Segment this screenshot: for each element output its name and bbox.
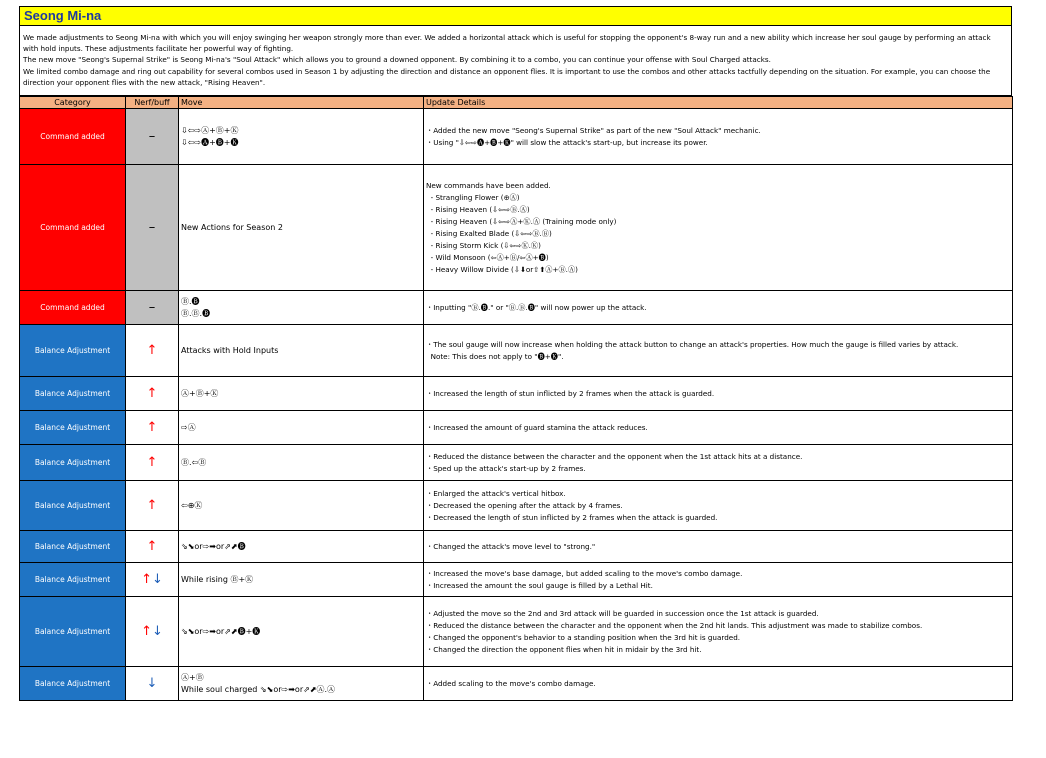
update-detail-line: - Rising Heaven (⇩⇦⇨Ⓐ+Ⓚ.Ⓐ (Training mode only): [426, 216, 617, 226]
buff-arrow-icon: ↑: [146, 343, 158, 358]
table-row: [20, 165, 1013, 291]
buff-arrow-icon: ↑↓: [141, 572, 163, 587]
buff-arrow-icon: ↑: [146, 498, 158, 513]
update-detail-line: - Rising Heaven (⇩⇦⇨Ⓑ.Ⓐ): [426, 204, 530, 214]
category-cell: Balance Adjustment: [20, 377, 126, 411]
buff-arrow-icon: ↑: [146, 386, 158, 401]
move-cell: [179, 109, 424, 165]
changes-table: [19, 96, 1013, 701]
move-cell: [179, 325, 424, 377]
move-command: ⇦⊕Ⓚ: [181, 500, 203, 510]
move-cell: [179, 377, 424, 411]
no-change-mark: –: [148, 220, 156, 235]
move-cell: [179, 165, 424, 291]
update-detail-line: ・Changed the attack's move level to "strong.": [426, 541, 596, 551]
update-detail-line: - Strangling Flower (⊕Ⓐ): [426, 192, 520, 202]
update-detail-line: Note: This does not apply to "🅑+🅚".: [426, 351, 564, 361]
category-cell: Balance Adjustment: [20, 445, 126, 481]
update-detail-line: ・Enlarged the attack's vertical hitbox.: [426, 488, 566, 498]
category-cell: Balance Adjustment: [20, 597, 126, 667]
table-row: [20, 563, 1013, 597]
nerf-buff-cell: [126, 109, 179, 165]
update-detail-line: ・Sped up the attack's start-up by 2 frames.: [426, 463, 586, 473]
move-cell: [179, 667, 424, 701]
move-cell: [179, 597, 424, 667]
move-command: Ⓐ+Ⓑ+Ⓚ: [181, 388, 219, 398]
update-detail-line: - Heavy Willow Divide (⇩⬇or⇧⬆Ⓐ+Ⓑ.Ⓐ): [426, 264, 578, 274]
table-row: [20, 481, 1013, 531]
move-command: While soul charged ⇘⬊or⇨➡or⇗⬈Ⓐ.Ⓐ: [181, 684, 336, 694]
intro-paragraph: The new move "Seong's Supernal Strike" is Seong Mi-na's "Soul Attack" which allows you to ground a downed opponent. By combining it to a combo, you can continue your offense with Soul Charged attacks.: [23, 55, 771, 65]
update-details-cell: [424, 109, 1013, 165]
update-detail-line: - Rising Storm Kick (⇩⇦⇨Ⓚ.Ⓚ): [426, 240, 541, 250]
category-cell: Command added: [20, 165, 126, 291]
update-detail-line: ・Increased the amount the soul gauge is filled by a Lethal Hit.: [426, 580, 653, 590]
update-details-cell: [424, 481, 1013, 531]
table-row: [20, 597, 1013, 667]
move-cell: [179, 445, 424, 481]
table-row: [20, 377, 1013, 411]
move-command: ⇩⇦⇨🅐+🅑+🅚: [181, 137, 239, 147]
update-detail-line: ・Increased the move's base damage, but added scaling to the move's combo damage.: [426, 568, 743, 578]
table-row: [20, 445, 1013, 481]
update-detail-line: ・Reduced the distance between the character and the opponent when the 1st attack hits at a distance.: [426, 451, 803, 461]
category-cell: Balance Adjustment: [20, 667, 126, 701]
update-detail-line: New commands have been added.: [426, 180, 551, 190]
update-details-cell: [424, 377, 1013, 411]
update-details-cell: [424, 445, 1013, 481]
buff-arrow-icon: ↑: [146, 420, 158, 435]
nerf-buff-cell: [126, 377, 179, 411]
update-details-cell: [424, 563, 1013, 597]
header-nerf-buff: Nerf/buff: [126, 97, 179, 109]
header-update-details: Update Details: [424, 97, 1013, 109]
category-cell: Balance Adjustment: [20, 481, 126, 531]
update-details-cell: [424, 531, 1013, 563]
update-detail-line: - Wild Monsoon (⇦Ⓐ+Ⓑ/⇦Ⓐ+🅑): [426, 252, 549, 262]
nerf-buff-cell: [126, 165, 179, 291]
update-detail-line: - Rising Exalted Blade (⇩⇦⇨Ⓑ.Ⓑ): [426, 228, 552, 238]
header-move: Move: [179, 97, 424, 109]
buff-arrow-icon: ↑↓: [141, 624, 163, 639]
update-details-cell: [424, 411, 1013, 445]
update-details-cell: [424, 667, 1013, 701]
move-cell: [179, 291, 424, 325]
header-category: Category: [20, 97, 126, 109]
table-row: [20, 411, 1013, 445]
update-detail-line: ・The soul gauge will now increase when holding the attack button to change an attack's properties. How much the gauge is filled varies by attack.: [426, 339, 959, 349]
nerf-buff-cell: [126, 325, 179, 377]
table-row: [20, 325, 1013, 377]
move-command: Ⓑ.⇦Ⓑ: [181, 457, 207, 467]
move-command: Attacks with Hold Inputs: [181, 345, 279, 355]
update-detail-line: ・Added scaling to the move's combo damage.: [426, 678, 596, 688]
table-row: [20, 109, 1013, 165]
nerf-arrow-icon: ↓: [146, 676, 158, 691]
update-detail-line: ・Added the new move "Seong's Supernal Strike" as part of the new "Soul Attack" mechanic.: [426, 125, 761, 135]
update-detail-line: ・Reduced the distance between the character and the opponent when the 2nd hit lands. This adjustment was made to stabilize combos.: [426, 620, 923, 630]
move-command: ⇩⇦⇨Ⓐ+Ⓑ+Ⓚ: [181, 125, 239, 135]
update-detail-line: ・Increased the amount of guard stamina the attack reduces.: [426, 422, 648, 432]
nerf-buff-cell: [126, 445, 179, 481]
nerf-buff-cell: [126, 291, 179, 325]
update-details-cell: [424, 325, 1013, 377]
update-detail-line: ・Decreased the opening after the attack by 4 frames.: [426, 500, 623, 510]
table-row: [20, 531, 1013, 563]
update-detail-line: ・Inputting "Ⓑ.🅑." or "Ⓑ.Ⓑ.🅑" will now power up the attack.: [426, 302, 647, 312]
category-cell: Balance Adjustment: [20, 563, 126, 597]
no-change-mark: –: [148, 129, 156, 144]
category-cell: Command added: [20, 109, 126, 165]
update-details-cell: [424, 291, 1013, 325]
move-command: ⇨Ⓐ: [181, 422, 196, 432]
intro-paragraph: We made adjustments to Seong Mi-na with which you will enjoy swinging her weapon strongly more than ever. We added a horizontal attack which is useful for stopping the opponent's 8-way run and a new ability which increase her soul gauge by performing an attack with hold inputs. These adjustments facilitate her powerful way of fighting.: [23, 33, 991, 54]
update-details-cell: [424, 597, 1013, 667]
nerf-buff-cell: [126, 597, 179, 667]
move-cell: [179, 481, 424, 531]
nerf-buff-cell: [126, 667, 179, 701]
category-cell: Balance Adjustment: [20, 531, 126, 563]
category-cell: Command added: [20, 291, 126, 325]
move-command: New Actions for Season 2: [181, 222, 283, 232]
update-detail-line: ・Changed the direction the opponent flies when hit in midair by the 3rd hit.: [426, 644, 702, 654]
update-details-cell: [424, 165, 1013, 291]
table-row: [20, 291, 1013, 325]
update-detail-line: ・Using "⇩⇦⇨🅐+🅑+🅚" will slow the attack's start-up, but increase its power.: [426, 137, 708, 147]
category-cell: Balance Adjustment: [20, 325, 126, 377]
move-cell: [179, 531, 424, 563]
intro-paragraph: We limited combo damage and ring out capability for several combos used in Season 1 by adjusting the direction and distance an opponent flies. It is important to use the combos and other attacks tactfully depending on the situation. For example, you can choose the direction your opponent flies with the new attack, "Rising Heaven".: [23, 66, 991, 87]
move-command: Ⓐ+Ⓑ: [181, 672, 204, 682]
move-command: Ⓑ.🅑: [181, 296, 200, 306]
nerf-buff-cell: [126, 411, 179, 445]
move-cell: [179, 563, 424, 597]
update-detail-line: ・Changed the opponent's behavior to a standing position when the 3rd hit is guarded.: [426, 632, 741, 642]
update-detail-line: ・Adjusted the move so the 2nd and 3rd attack will be guarded in succession once the 1st attack is guarded.: [426, 608, 819, 618]
table-body: [20, 109, 1013, 701]
move-command: ⇘⬊or⇨➡or⇗⬈🅑+🅚: [181, 626, 261, 636]
move-command: Ⓑ.Ⓑ.🅑: [181, 308, 211, 318]
move-command: While rising Ⓑ+Ⓚ: [181, 574, 254, 584]
nerf-buff-cell: [126, 563, 179, 597]
nerf-buff-cell: [126, 531, 179, 563]
buff-arrow-icon: ↑: [146, 539, 158, 554]
move-cell: [179, 411, 424, 445]
table-row: [20, 667, 1013, 701]
patch-notes-sheet: [19, 6, 1012, 701]
category-cell: Balance Adjustment: [20, 411, 126, 445]
intro-text: [19, 26, 1012, 96]
move-command: ⇘⬊or⇨➡or⇗⬈🅑: [181, 541, 246, 551]
nerf-buff-cell: [126, 481, 179, 531]
table-header-row: [20, 97, 1013, 109]
buff-arrow-icon: ↑: [146, 455, 158, 470]
update-detail-line: ・Decreased the length of stun inflicted by 2 frames when the attack is guarded.: [426, 512, 718, 522]
no-change-mark: –: [148, 300, 156, 315]
update-detail-line: ・Increased the length of stun inflicted by 2 frames when the attack is guarded.: [426, 388, 715, 398]
character-title: Seong Mi-na: [19, 6, 1012, 26]
